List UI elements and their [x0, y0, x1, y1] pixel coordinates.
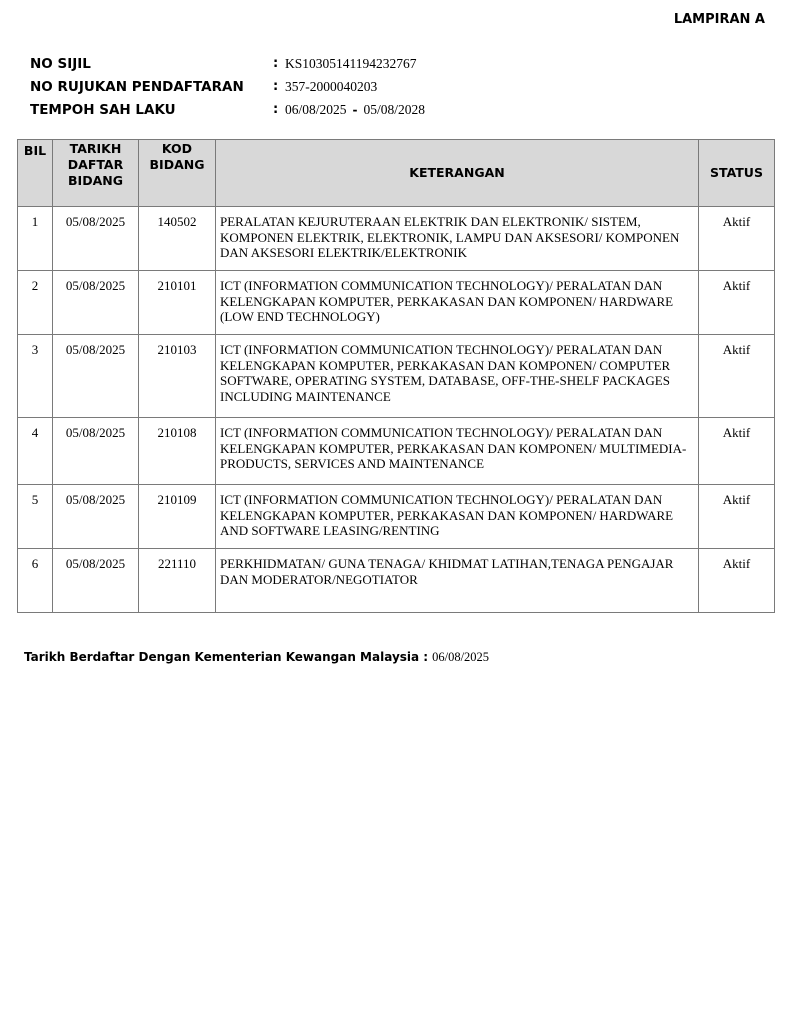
header-tarikh-daftar-bidang: TARIKH DAFTAR BIDANG: [53, 140, 139, 207]
cell-kod: 221110: [139, 549, 216, 613]
cell-keterangan: ICT (INFORMATION COMMUNICATION TECHNOLOGY)/ PERALATAN DAN KELENGKAPAN KOMPUTER, PERKAKASAN DAN KOMPONEN/ HARDWARE AND SOFTWARE LEASING/RENTING: [216, 485, 699, 549]
validity-start-date: 06/08/2025: [285, 101, 347, 117]
registration-reference-value: 357-2000040203: [285, 78, 378, 94]
cell-kod: 140502: [139, 207, 216, 271]
cell-keterangan: ICT (INFORMATION COMMUNICATION TECHNOLOGY)/ PERALATAN DAN KELENGKAPAN KOMPUTER, PERKAKASAN DAN KOMPONEN/ MULTIMEDIA-PRODUCTS, SERVICES AND MAINTENANCE: [216, 418, 699, 485]
registration-reference-row: [30, 75, 425, 98]
registered-fields-table: [17, 139, 775, 613]
validity-end-date: 05/08/2028: [363, 101, 426, 117]
registration-reference-label: NO RUJUKAN PENDAFTARAN: [30, 78, 244, 95]
cell-bil: 1: [18, 207, 53, 271]
cell-kod: 210101: [139, 271, 216, 335]
table-row: [18, 549, 775, 613]
header-status: STATUS: [699, 140, 775, 207]
table-header-row: [18, 140, 775, 207]
table-row: [18, 418, 775, 485]
header-kod-bidang: KOD BIDANG: [139, 140, 216, 207]
cell-bil: 6: [18, 549, 53, 613]
cell-keterangan: ICT (INFORMATION COMMUNICATION TECHNOLOGY)/ PERALATAN DAN KELENGKAPAN KOMPUTER, PERKAKASAN DAN KOMPONEN/ HARDWARE (LOW END TECHNOLOGY): [216, 271, 699, 335]
cell-bil: 2: [18, 271, 53, 335]
certificate-number-value: KS10305141194232767: [285, 55, 417, 71]
validity-period-row: [30, 98, 425, 121]
cell-kod: 210109: [139, 485, 216, 549]
cell-tarikh: 05/08/2025: [53, 271, 139, 335]
appendix-label: LAMPIRAN A: [673, 12, 765, 27]
header-keterangan: KETERANGAN: [216, 140, 699, 207]
cell-bil: 5: [18, 485, 53, 549]
cell-status: Aktif: [699, 207, 775, 271]
cell-tarikh: 05/08/2025: [53, 207, 139, 271]
registration-date-footer: [24, 648, 489, 666]
cell-kod: 210108: [139, 418, 216, 485]
cell-keterangan: PERALATAN KEJURUTERAAN ELEKTRIK DAN ELEKTRONIK/ SISTEM, KOMPONEN ELEKTRIK, ELEKTRONIK, LAMPU DAN AKSESORI/ KOMPONEN DAN AKSESORI ELEKTRIK/ELEKTRONIK: [216, 207, 699, 271]
registration-date-value: 06/08/2025: [432, 650, 490, 664]
table-row: [18, 335, 775, 418]
certificate-number-label: NO SIJIL: [30, 55, 91, 72]
cell-status: Aktif: [699, 549, 775, 613]
table-row: [18, 207, 775, 271]
cell-tarikh: 05/08/2025: [53, 335, 139, 418]
cell-status: Aktif: [699, 485, 775, 549]
cell-tarikh: 05/08/2025: [53, 418, 139, 485]
colon: :: [273, 102, 279, 117]
cell-keterangan: PERKHIDMATAN/ GUNA TENAGA/ KHIDMAT LATIHAN,TENAGA PENGAJAR DAN MODERATOR/NEGOTIATOR: [216, 549, 699, 613]
cell-bil: 4: [18, 418, 53, 485]
cell-tarikh: 05/08/2025: [53, 549, 139, 613]
cell-tarikh: 05/08/2025: [53, 485, 139, 549]
header-bil: BIL: [18, 140, 53, 207]
cell-kod: 210103: [139, 335, 216, 418]
cell-keterangan: ICT (INFORMATION COMMUNICATION TECHNOLOGY)/ PERALATAN DAN KELENGKAPAN KOMPUTER, PERKAKASAN DAN KOMPONEN/ COMPUTER SOFTWARE, OPERATING SYSTEM, DATABASE, OFF-THE-SHELF PACKAGES INCLUDING MAINTENANCE: [216, 335, 699, 418]
colon: :: [273, 79, 279, 94]
colon: :: [273, 56, 279, 71]
table-row: [18, 271, 775, 335]
cell-status: Aktif: [699, 418, 775, 485]
table-row: [18, 485, 775, 549]
certificate-info: [30, 52, 425, 121]
cell-status: Aktif: [699, 271, 775, 335]
validity-period-label: TEMPOH SAH LAKU: [30, 101, 176, 118]
date-range-separator: -: [352, 102, 358, 117]
registration-date-label: Tarikh Berdaftar Dengan Kementerian Kewangan Malaysia :: [24, 650, 429, 664]
cell-bil: 3: [18, 335, 53, 418]
certificate-number-row: [30, 52, 425, 75]
cell-status: Aktif: [699, 335, 775, 418]
